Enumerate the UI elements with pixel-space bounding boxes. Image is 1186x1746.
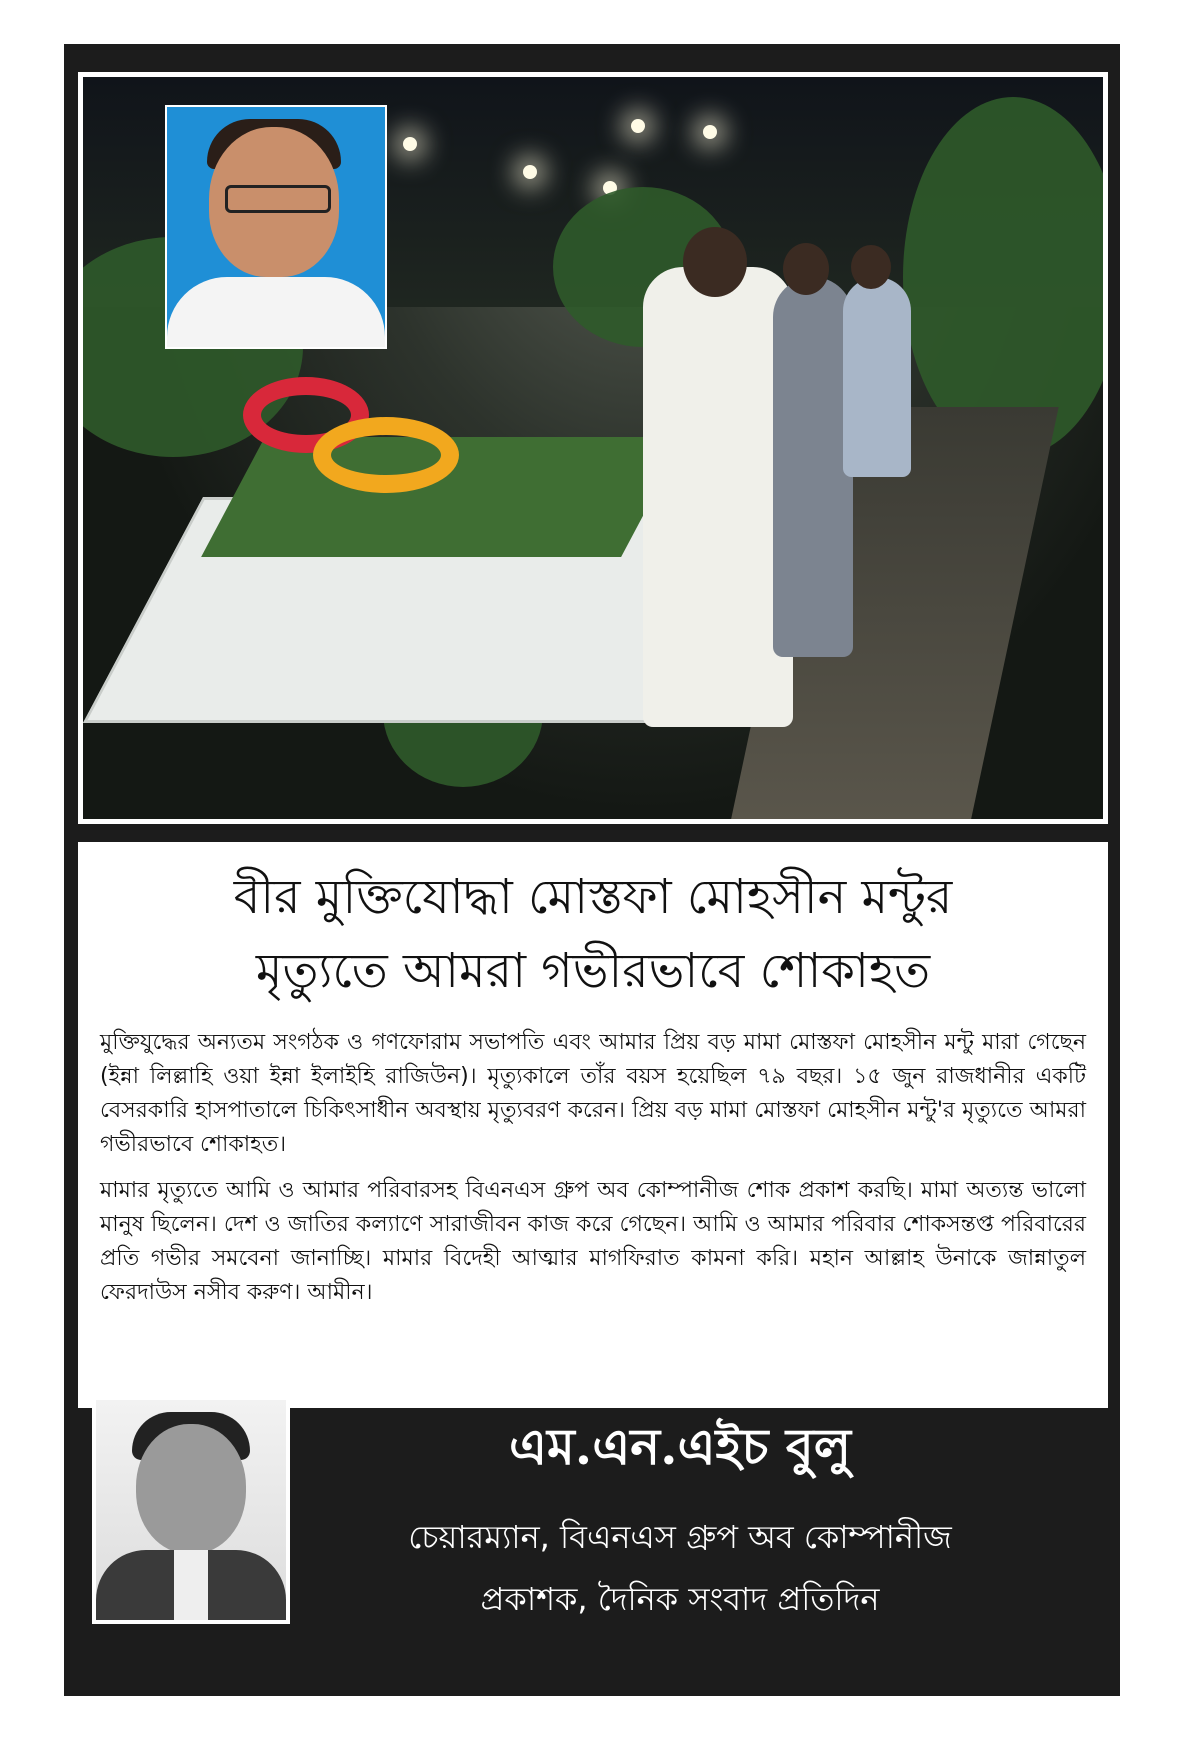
condolence-text-panel [78, 842, 1108, 1408]
deceased-portrait [165, 105, 387, 349]
signatory-publisher-title: প্রকাশক, দৈনিক সংবাদ প্রতিদিন [480, 1580, 880, 1618]
main-photo-frame [78, 72, 1108, 824]
signatory-title: চেয়ারম্যান, বিএনএস গ্রুপ অব কোম্পানীজ [408, 1518, 952, 1556]
headline-line-2: মৃত্যুতে আমরা গভীরভাবে শোকাহত [255, 943, 931, 999]
graveside-photo [83, 77, 1103, 819]
paragraph-1: মুক্তিযুদ্ধের অন্যতম সংগঠক ও গণফোরাম সভাপতি এবং আমার প্রিয় বড় মামা মোস্তফা মোহসীন মন্টু মারা গেছেন (ইন্না লিল্লাহি ওয়া ইন্না ইলাইহি রাজিউন)। মৃত্যুকালে তাঁর বয়স হয়েছিল ৭৯ বছর। ১৫ জুন রাজধানীর একটি বেসরকারি হাসপাতালে চিকিৎসাধীন অবস্থায় মৃত্যুবরণ করেন। প্রিয় বড় মামা মোস্তফা মোহসীন মন্টু'র মৃত্যুতে আমরা গভীরভাবে শোকাহত। [100, 1030, 1086, 1157]
signatory-portrait [92, 1396, 290, 1624]
mourner [643, 267, 793, 727]
mourner [773, 277, 853, 657]
headline [100, 860, 1086, 1008]
signatory-name: এম.এন.এইচ বুলু [508, 1417, 851, 1476]
wreath [313, 417, 459, 493]
paragraph-2: মামার মৃত্যুতে আমি ও আমার পরিবারসহ বিএনএস গ্রুপ অব কোম্পানীজ শোক প্রকাশ করছি। মামা অত্যন্ত ভালো মানুষ ছিলেন। দেশ ও জাতির কল্যাণে সারাজীবন কাজ করে গেছেন। আমি ও আমার পরিবার শোকসন্তপ্ত পরিবারের প্রতি গভীর সমবেনা জানাচ্ছি। মামার বিদেহী আত্মার মাগফিরাত কামনা করি। মহান আল্লাহ উনাকে জান্নাতুল ফেরদাউস নসীব করুণ। আমীন। [100, 1178, 1086, 1305]
glasses-icon [225, 185, 331, 213]
headline-line-1: বীর মুক্তিযোদ্ধা মোস্তফা মোহসীন মন্টুর [233, 869, 953, 925]
mourner [843, 277, 911, 477]
